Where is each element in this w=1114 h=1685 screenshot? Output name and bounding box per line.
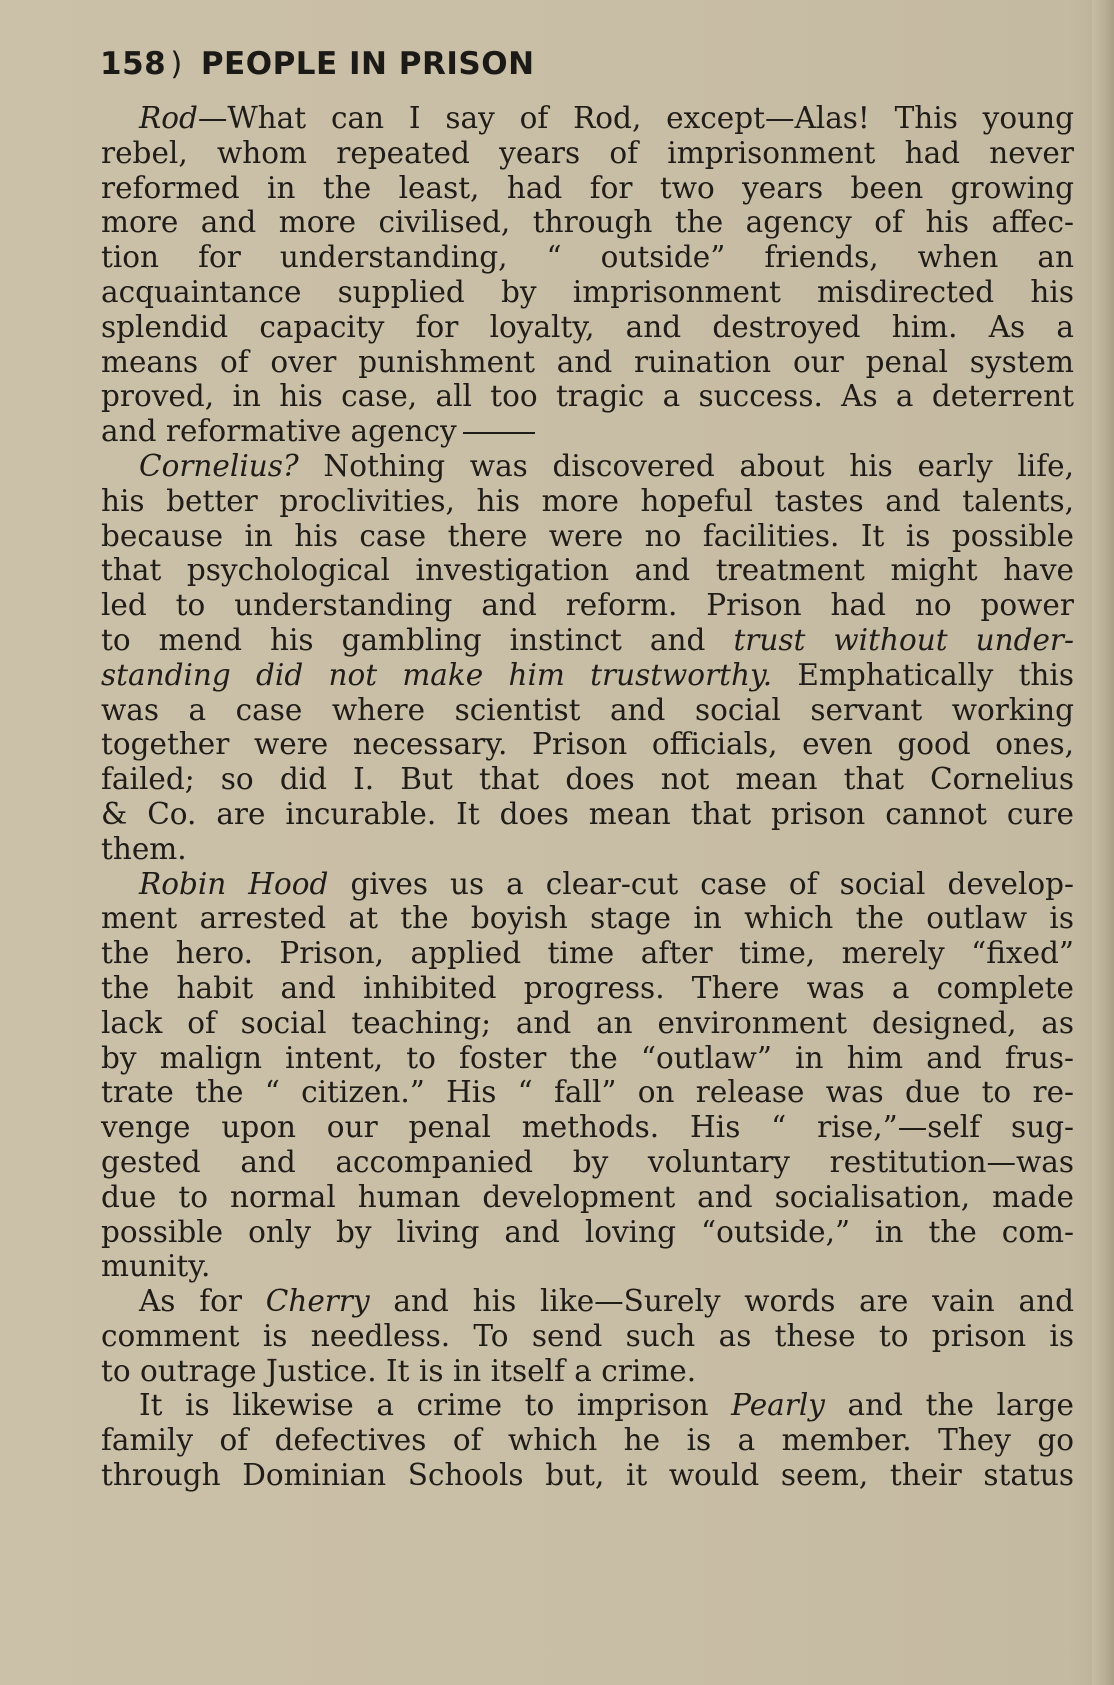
text-run: & Co. are incurable. It does mean that prison cannot cure <box>101 796 1074 831</box>
text-run: family of defectives of which he is a member. They go <box>101 1423 1074 1458</box>
text-line <box>101 1215 1074 1250</box>
text-run: led to understanding and reform. Prison had no power <box>101 588 1074 623</box>
text-line <box>101 658 1074 693</box>
text-line <box>101 1354 1074 1389</box>
text-run: and his like—Surely words are vain and <box>369 1284 1075 1319</box>
text-line <box>101 414 1074 449</box>
text-line <box>101 1458 1074 1493</box>
italic-text: Cornelius? <box>139 448 299 483</box>
text-run: them. <box>101 831 187 866</box>
text-run: —What can I say of Rod, except—Alas! This young <box>197 101 1074 135</box>
text-run: failed; so did I. But that does not mean that Cornelius <box>101 762 1074 797</box>
text-line <box>101 693 1074 728</box>
text-run: acquaintance supplied by imprisonment misdirected his <box>101 274 1074 309</box>
text-line <box>101 205 1074 240</box>
text-line <box>101 379 1074 414</box>
text-line <box>101 1180 1074 1215</box>
text-run: splendid capacity for loyalty, and destroyed him. As a <box>101 309 1074 344</box>
text-line <box>101 1075 1074 1110</box>
text-line <box>101 240 1074 275</box>
text-line <box>101 171 1074 206</box>
text-run: lack of social teaching; and an environment designed, as <box>101 1005 1074 1040</box>
text-run: more and more civilised, through the agency of his affec- <box>101 205 1074 240</box>
text-run: to outrage Justice. It is in itself a crime. <box>101 1353 697 1388</box>
text-line <box>101 1041 1074 1076</box>
text-line <box>101 1006 1074 1041</box>
text-run: venge upon our penal methods. His “ rise,”—self sug- <box>101 1110 1074 1145</box>
text-line <box>101 553 1074 588</box>
text-line <box>101 1284 1074 1319</box>
running-header <box>100 46 535 82</box>
text-line <box>101 936 1074 971</box>
text-run: by malign intent, to foster the “outlaw” in him and frus- <box>101 1040 1074 1075</box>
italic-text: standing did not make him trustworthy. <box>101 657 773 692</box>
italic-text: Pearly <box>731 1388 825 1423</box>
header-separator: ) <box>170 46 183 82</box>
text-line <box>101 623 1074 658</box>
italic-text: Rod <box>139 101 198 135</box>
text-line <box>101 310 1074 345</box>
text-line <box>101 484 1074 519</box>
text-run: that psychological investigation and treatment might have <box>101 553 1074 588</box>
text-line <box>101 275 1074 310</box>
italic-text: Robin Hood <box>139 866 329 901</box>
page-number: 158 <box>100 46 167 82</box>
text-run: gested and accompanied by voluntary restitution—was <box>101 1144 1074 1179</box>
text-run: Nothing was discovered about his early life, <box>298 448 1074 483</box>
text-run: because in his case there were no facilities. It is possible <box>101 518 1074 553</box>
text-run: due to normal human development and socialisation, made <box>101 1179 1074 1214</box>
text-run: tion for understanding, “ outside” friends, when an <box>101 240 1074 275</box>
text-line <box>101 101 1074 136</box>
text-line <box>101 1249 1074 1284</box>
text-run: and reformative agency <box>101 414 457 449</box>
italic-text: trust without under- <box>733 622 1074 657</box>
text-line <box>101 136 1074 171</box>
text-run: possible only by living and loving “outside,” in the com- <box>101 1214 1074 1249</box>
em-dash-rule <box>463 432 535 434</box>
text-run: gives us a clear-cut case of social develop- <box>328 866 1074 901</box>
text-run: Emphatically this <box>772 657 1074 692</box>
running-title: PEOPLE IN PRISON <box>200 46 535 82</box>
text-run: rebel, whom repeated years of imprisonment had never <box>101 135 1074 170</box>
text-run: means of over punishment and ruination our penal system <box>101 344 1074 379</box>
text-run: the habit and inhibited progress. There was a complete <box>101 970 1074 1005</box>
text-line <box>101 588 1074 623</box>
text-line <box>101 449 1074 484</box>
text-run: to mend his gambling instinct and <box>101 622 734 657</box>
text-run: It is likewise a crime to imprison <box>139 1388 732 1423</box>
text-run: comment is needless. To send such as these to prison is <box>101 1318 1074 1353</box>
text-line <box>101 971 1074 1006</box>
text-run: ment arrested at the boyish stage in which the outlaw is <box>101 901 1074 936</box>
text-run: trate the “ citizen.” His “ fall” on release was due to re- <box>101 1075 1074 1110</box>
text-line <box>101 1388 1074 1423</box>
text-run: through Dominian Schools but, it would seem, their status <box>101 1458 1074 1493</box>
text-line <box>101 727 1074 762</box>
text-run: proved, in his case, all too tragic a success. As a deterrent <box>101 379 1074 414</box>
text-run: together were necessary. Prison officials, even good ones, <box>101 727 1074 762</box>
text-line <box>101 1423 1074 1458</box>
text-run: the hero. Prison, applied time after time, merely “fixed” <box>101 936 1074 971</box>
text-line <box>101 519 1074 554</box>
text-run: munity. <box>101 1249 211 1284</box>
text-run: was a case where scientist and social servant working <box>101 692 1074 727</box>
text-run: reformed in the least, had for two years been growing <box>101 170 1074 205</box>
body-text <box>101 101 1074 1493</box>
page-edge <box>1092 0 1114 1685</box>
text-run: his better proclivities, his more hopeful tastes and talents, <box>101 483 1074 518</box>
text-line <box>101 832 1074 867</box>
text-run: As for <box>139 1284 266 1319</box>
text-line <box>101 1145 1074 1180</box>
italic-text: Cherry <box>265 1284 370 1319</box>
text-line <box>101 345 1074 380</box>
text-line <box>101 762 1074 797</box>
text-line <box>101 1110 1074 1145</box>
text-run: and the large <box>824 1388 1074 1423</box>
text-line <box>101 797 1074 832</box>
text-line <box>101 1319 1074 1354</box>
text-line <box>101 901 1074 936</box>
text-line <box>101 867 1074 902</box>
